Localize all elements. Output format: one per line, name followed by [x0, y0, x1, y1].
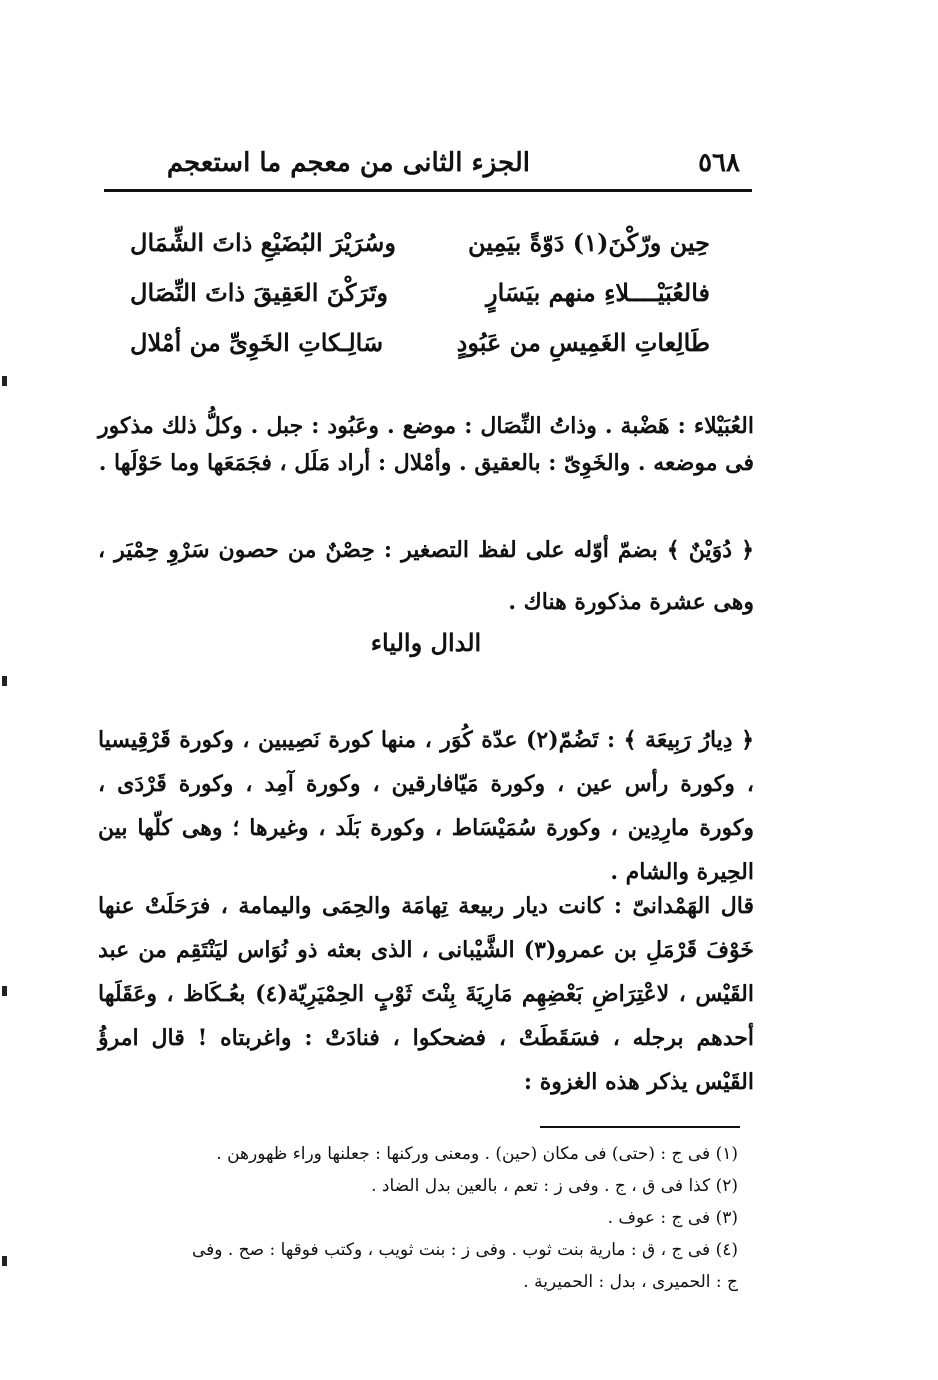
verse-line [130, 268, 710, 318]
poem-verses [130, 218, 710, 368]
footnote: (٤) فى ج ، ق : مارية بنت ثوب . وفى ز : بنت ثويب ، وكتب فوقها : صح . وفى [191, 1240, 738, 1260]
verse-hemistich-first: طَالِعاتِ الغَمِيسِ من عَبُودٍ [456, 328, 710, 357]
margin-mark [2, 376, 7, 386]
verse-hemistich-second: سَالِـكاتِ الخَوِىِّ من أمْلال [130, 328, 384, 357]
page-number: ٥٦٨ [698, 148, 740, 178]
paragraph-hamdani-quote: قال الهَمْدانىّ : كانت ديار ربيعة تِهامَة والحِمَى واليمامة ، فرَحَلَتْ عنها خَوْفَ قَرْمَلِ بن عمرو(٣) الشَّيْبانى ، الذى بعثه ذو نُوَاس ليَنْتَقِم من عبد القَيْس ، لاعْتِرَاضِ بَعْضِهِم مَارِيَةَ بِنْتَ ثَوْبٍ الحِمْيَرِيّة(٤) بعُـكَاظ ، وعَقَلَها أحدهم برجله ، فسَقَطَتْ ، فضحكوا ، فنادَتْ : واغربتاه ! قال امرؤُ القَيْس يذكر هذه الغزوة : [98, 893, 754, 1095]
entry-diyar-rabia: ﴿ دِيارُ رَبِيعَة ﴾ : تَضُمّ(٢) عدّة كُوَر ، منها كورة نَصِيبين ، وكورة قَرْقِيسيا ، وكورة رأس عين ، وكورة مَيّافارقين ، وكورة آمِد ، وكورة قَرْدَى ، وكورة مارِدِين ، وكورة سُمَيْسَاط ، وكورة بَلَد ، وغيرها ؛ وهى كلّها بين الحِيرة والشام . [98, 727, 754, 885]
footnote-rule [540, 1126, 740, 1128]
verse-line [130, 318, 710, 368]
verse-hemistich-second: وسُرَيْرَ البُضَيْعِ ذاتَ الشِّمَال [130, 228, 396, 257]
entry-duwayn: ﴿ دُوَيْنٌ ﴾ بضمّ أوّله على لفظ التصغير : حِصْنٌ من حصون سَرْوِ حِمْيَر ، وهى عشرة مذكورة هناك . [98, 537, 754, 615]
verse-hemistich-second: وتَرَكْنَ العَقِيقَ ذاتَ النِّصَال [130, 278, 388, 307]
footnotes [98, 1138, 738, 1298]
margin-mark [2, 986, 7, 996]
footnote: (١) فى ج : (حتى) فى مكان (حين) . ومعنى وركنها : جعلنها وراء ظهورهن . [216, 1144, 738, 1164]
verse-hemistich-first: حِين ورّكْنَ(١) دَوّةً بيَمِين [467, 228, 710, 257]
section-heading: الدال والياء [370, 628, 482, 657]
footnote: (٣) فى ج : عوف . [607, 1208, 738, 1228]
verse-line [130, 218, 710, 268]
paragraph-place-glosses: العُبَيْلاء : هَضْبة . وذاتُ النِّصَال : موضع . وعَبُود : جبل . وكلُّ ذلك مذكور فى موضعه . والخَوِىّ : بالعقيق . وأمْلال : أراد مَلَل ، فجَمَعَها وما حَوْلَها . [98, 413, 754, 476]
footnote: ج : الحميرى ، بدل : الحميرية . [523, 1272, 738, 1292]
footnote: (٢) كذا فى ق ، ج . وفى ز : تعم ، بالعين بدل الضاد . [371, 1176, 738, 1196]
margin-mark [2, 1256, 7, 1266]
page-header [166, 148, 740, 184]
header-rule [104, 189, 752, 192]
verse-hemistich-first: فالعُبَيْــــلاءِ منهم بيَسَارٍ [486, 278, 710, 307]
running-title: الجزء الثانى من معجم ما استعجم [166, 148, 530, 178]
margin-mark [2, 676, 7, 686]
